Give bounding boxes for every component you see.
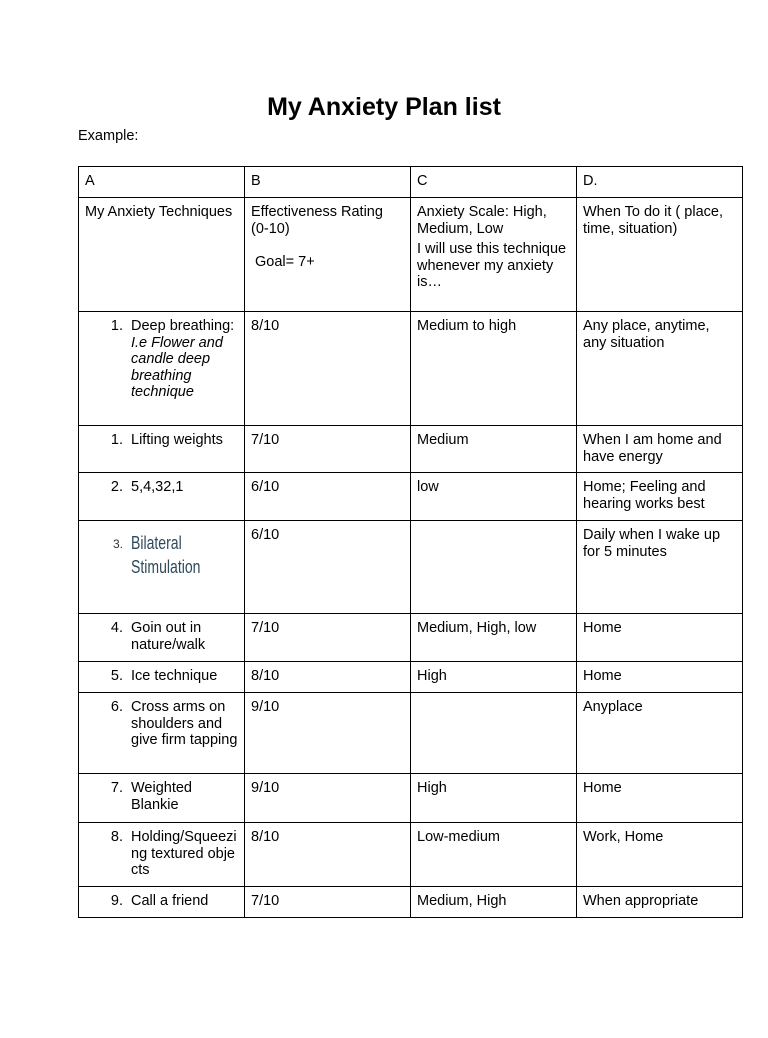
list-number: 3. bbox=[112, 537, 123, 551]
list-number: 5. bbox=[110, 668, 123, 684]
scale bbox=[411, 521, 577, 614]
rating: 6/10 bbox=[245, 521, 411, 614]
rating: 9/10 bbox=[245, 693, 411, 774]
technique: 5,4,32,1 bbox=[131, 479, 184, 495]
rating: 8/10 bbox=[245, 823, 411, 887]
when: Home bbox=[577, 662, 743, 693]
when: Home bbox=[577, 614, 743, 662]
table-row bbox=[79, 887, 743, 918]
header-scale-label: Anxiety Scale: High, Medium, Low bbox=[417, 204, 547, 237]
page-title: My Anxiety Plan list bbox=[267, 93, 501, 121]
scale: low bbox=[411, 473, 577, 521]
rating: 8/10 bbox=[245, 662, 411, 693]
technique: Holding/Squeezing textured objects bbox=[131, 829, 237, 878]
rating: 7/10 bbox=[245, 426, 411, 473]
column-b: B bbox=[245, 167, 411, 198]
technique: Call a friend bbox=[131, 893, 209, 909]
header-when: When To do it ( place, time, situation) bbox=[577, 198, 743, 312]
technique: Weighted Blankie bbox=[131, 780, 192, 813]
header-scale bbox=[411, 198, 577, 312]
column-letter-row bbox=[79, 167, 743, 198]
when: Daily when I wake up for 5 minutes bbox=[577, 521, 743, 614]
example-label: Example: bbox=[78, 128, 139, 144]
table-row bbox=[79, 662, 743, 693]
column-c: C bbox=[411, 167, 577, 198]
rating: 9/10 bbox=[245, 774, 411, 823]
scale: High bbox=[411, 774, 577, 823]
technique: Lifting weights bbox=[131, 432, 223, 448]
list-number: 1. bbox=[110, 432, 123, 448]
technique: Bilateral bbox=[131, 533, 182, 553]
table-row bbox=[79, 426, 743, 473]
scale bbox=[411, 693, 577, 774]
when: Home bbox=[577, 774, 743, 823]
technique: Deep breathing: bbox=[131, 318, 235, 334]
rating: 6/10 bbox=[245, 473, 411, 521]
header-rating-goal: Goal= 7+ bbox=[255, 254, 315, 270]
list-number: 4. bbox=[110, 620, 123, 636]
list-number: 2. bbox=[110, 479, 123, 495]
header-rating bbox=[245, 198, 411, 312]
header-techniques: My Anxiety Techniques bbox=[79, 198, 245, 312]
anxiety-plan-table bbox=[78, 166, 743, 918]
table-row bbox=[79, 312, 743, 426]
header-rating-label: Effectiveness Rating bbox=[251, 204, 383, 220]
table-row bbox=[79, 823, 743, 887]
column-a: A bbox=[79, 167, 245, 198]
rating: 7/10 bbox=[245, 887, 411, 918]
scale: Medium, High, low bbox=[411, 614, 577, 662]
scale: Medium to high bbox=[411, 312, 577, 426]
table-row bbox=[79, 473, 743, 521]
header-row bbox=[79, 198, 743, 312]
list-number: 8. bbox=[110, 829, 123, 845]
table-row bbox=[79, 774, 743, 823]
scale: High bbox=[411, 662, 577, 693]
when: When I am home and have energy bbox=[577, 426, 743, 473]
table-row bbox=[79, 614, 743, 662]
technique: Cross arms on shoulders and give firm tapping bbox=[131, 699, 238, 748]
when: When appropriate bbox=[577, 887, 743, 918]
technique: Ice technique bbox=[131, 668, 218, 684]
table-row bbox=[79, 521, 743, 614]
header-rating-range: (0-10) bbox=[251, 220, 290, 237]
list-number: 1. bbox=[110, 318, 123, 334]
table-row bbox=[79, 693, 743, 774]
rating: 8/10 bbox=[245, 312, 411, 426]
technique: Goin out in nature/walk bbox=[131, 620, 206, 653]
technique: Stimulation bbox=[131, 557, 201, 577]
column-d: D. bbox=[577, 167, 743, 198]
when: Home; Feeling and hearing works best bbox=[577, 473, 743, 521]
rating: 7/10 bbox=[245, 614, 411, 662]
scale: Low-medium bbox=[411, 823, 577, 887]
scale: Medium bbox=[411, 426, 577, 473]
list-number: 9. bbox=[110, 893, 123, 909]
when: Any place, anytime, any situation bbox=[577, 312, 743, 426]
when: Anyplace bbox=[577, 693, 743, 774]
list-number: 7. bbox=[110, 780, 123, 796]
technique-note: I.e Flower and candle deep breathing technique bbox=[131, 334, 223, 400]
when: Work, Home bbox=[577, 823, 743, 887]
header-scale-desc: I will use this technique whenever my anxiety is… bbox=[417, 241, 567, 290]
list-number: 6. bbox=[110, 699, 123, 715]
scale: Medium, High bbox=[411, 887, 577, 918]
